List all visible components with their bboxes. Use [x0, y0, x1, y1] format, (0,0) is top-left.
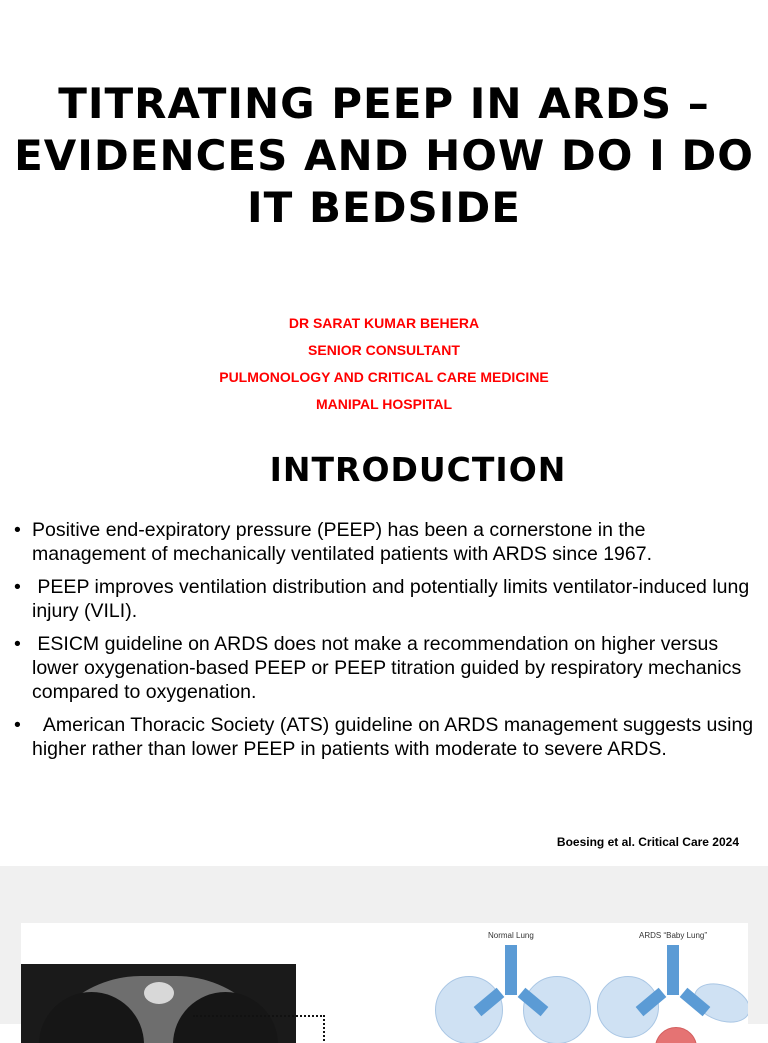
normal-lung-label: Normal Lung — [488, 931, 534, 940]
bullet-item — [14, 632, 754, 704]
slide-title: TITRATING PEEP IN ARDS – EVIDENCES AND HOW DO I DO IT BEDSIDE — [14, 79, 754, 232]
bullet-item — [14, 575, 754, 623]
bullet-list — [14, 518, 759, 770]
author-block — [0, 310, 768, 418]
bullet-text: ESICM guideline on ARDS does not make a recommendation on higher versus lower oxygenation-based PEEP or PEEP titration guided by respiratory mechanics compared to oxygenation. — [32, 633, 747, 703]
bullet-text: American Thoracic Society (ATS) guideline on ARDS management suggests using higher rather than lower PEEP in patients with moderate to severe ARDS. — [32, 714, 759, 760]
ct-sternum — [144, 982, 174, 1004]
author-department: PULMONOLOGY AND CRITICAL CARE MEDICINE — [219, 369, 549, 385]
ards-baby-lung-label: ARDS “Baby Lung” — [639, 931, 708, 940]
section-heading: INTRODUCTION — [269, 450, 567, 489]
title-slide — [0, 0, 768, 438]
bullet-item — [14, 713, 759, 761]
ct-left-lung — [39, 992, 144, 1043]
lung-figure — [21, 923, 748, 1043]
author-name: DR SARAT KUMAR BEHERA — [288, 315, 480, 331]
bullet-mark: • — [14, 519, 21, 541]
callout-line — [193, 1015, 325, 1043]
bullet-mark: • — [14, 714, 21, 736]
citation: Boesing et al. Critical Care 2024 — [556, 835, 739, 849]
introduction-slide — [0, 438, 768, 866]
injured-lung-icon — [655, 1027, 697, 1043]
alveolus-icon — [435, 976, 503, 1043]
bullet-mark: • — [14, 633, 21, 655]
figure-slide — [0, 866, 768, 1024]
bullet-mark: • — [14, 576, 21, 598]
author-designation: SENIOR CONSULTANT — [308, 342, 460, 358]
author-hospital: MANIPAL HOSPITAL — [315, 396, 453, 412]
bullet-text: PEEP improves ventilation distribution and potentially limits ventilator-induced lung injury (VILI). — [32, 576, 755, 622]
bullet-item — [14, 518, 754, 566]
trachea-icon — [667, 945, 679, 995]
trachea-icon — [505, 945, 517, 995]
bullet-text: Positive end-expiratory pressure (PEEP) has been a cornerstone in the management of mechanically ventilated patients with ARDS since 1967. — [32, 519, 653, 565]
